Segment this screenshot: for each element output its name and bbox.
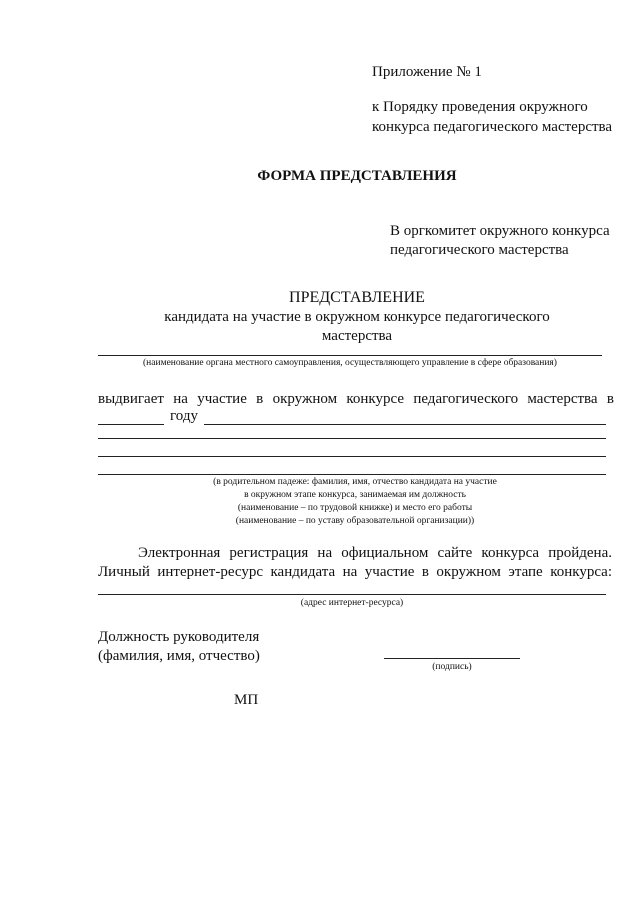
signature-caption: (подпись)	[432, 662, 472, 672]
candidate-blank-line-4[interactable]	[98, 474, 606, 475]
resource-blank-line[interactable]	[98, 594, 606, 595]
candidate-caption-3: (наименование – по трудовой книжке) и место его работы	[237, 503, 473, 513]
year-word: году	[170, 408, 198, 424]
appendix-number: Приложение № 1	[372, 64, 482, 80]
organ-caption: (наименование органа местного самоуправления, осуществляющего управление в сфере образования)	[143, 358, 557, 368]
form-title: ФОРМА ПРЕДСТАВЛЕНИЯ	[257, 168, 457, 184]
heading-line-1: кандидата на участие в окружном конкурсе педагогического	[164, 309, 550, 325]
head-position: Должность руководителя	[98, 629, 260, 645]
candidate-caption-2: в окружном этапе конкурса, занимаемая им должность	[244, 490, 466, 500]
appendix-line-2: конкурса педагогического мастерства	[372, 119, 613, 135]
addressee-line-2: педагогического мастерства	[390, 242, 569, 258]
candidate-caption-1: (в родительном падеже: фамилия, имя, отчество кандидата на участие	[213, 477, 497, 487]
head-name: (фамилия, имя, отчество)	[98, 648, 260, 664]
addressee-line-1: В оргкомитет окружного конкурса	[390, 223, 610, 239]
signature-blank-line[interactable]	[384, 658, 520, 659]
year-blank-line[interactable]	[98, 424, 164, 425]
stamp-label: МП	[234, 692, 259, 708]
organ-blank-line[interactable]	[98, 355, 602, 356]
candidate-blank-line-1[interactable]	[204, 424, 606, 425]
candidate-blank-line-3[interactable]	[98, 456, 606, 457]
heading-line-2: мастерства	[321, 328, 393, 344]
resource-caption: (адрес интернет-ресурса)	[300, 598, 404, 608]
appendix-line-1: к Порядку проведения окружного	[372, 99, 588, 115]
heading-title: ПРЕДСТАВЛЕНИЕ	[289, 289, 425, 306]
candidate-caption-4: (наименование – по уставу образовательной организации))	[235, 516, 475, 526]
registration-line-1: Электронная регистрация на официальном сайте конкурса пройдена.	[138, 545, 612, 561]
nominates-line-1: выдвигает на участие в окружном конкурсе педагогического мастерства в	[98, 391, 614, 407]
registration-line-2: Личный интернет-ресурс кандидата на участие в окружном этапе конкурса:	[98, 564, 612, 580]
candidate-blank-line-2[interactable]	[98, 438, 606, 439]
